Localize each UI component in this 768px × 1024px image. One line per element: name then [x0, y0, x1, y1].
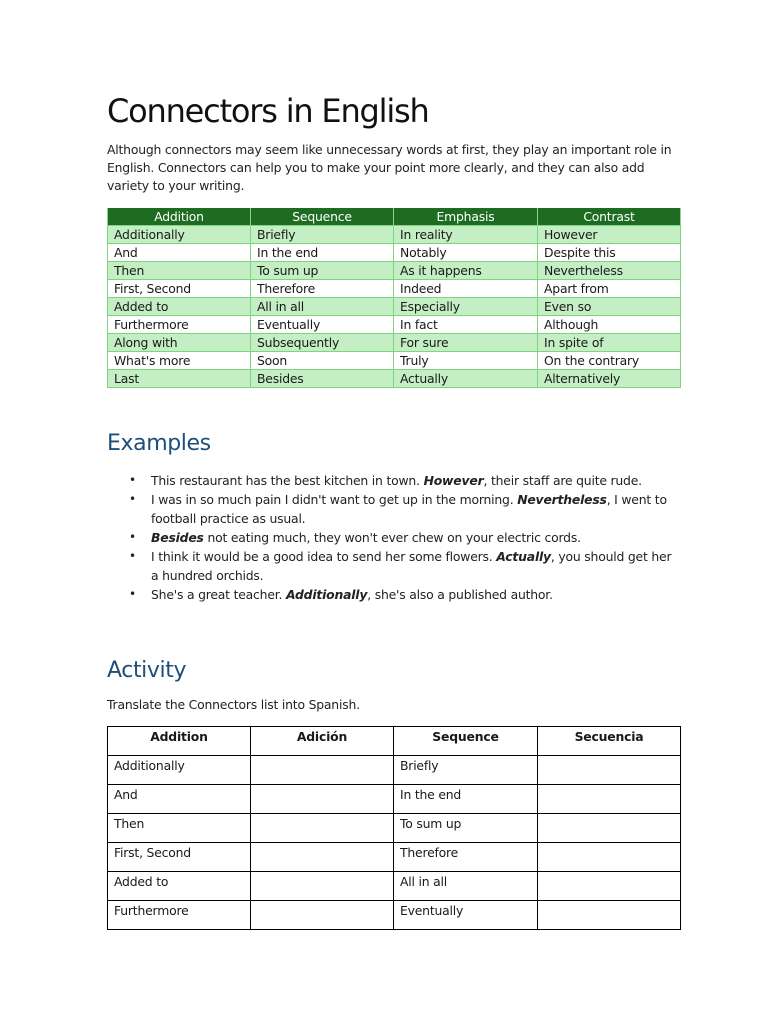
example-text-after: , she's also a published author.: [367, 587, 553, 602]
translation-cell-secuencia[interactable]: [538, 814, 681, 843]
example-text-before: I was in so much pain I didn't want to get up in the morning.: [151, 492, 518, 507]
table-cell-contrast: Nevertheless: [538, 262, 681, 280]
bullet-icon: •: [129, 549, 136, 563]
example-connector: Actually: [496, 549, 551, 564]
table-cell-addition: Furthermore: [108, 316, 251, 334]
column-header-sequence: Sequence: [394, 727, 538, 756]
table-cell-addition: Added to: [108, 298, 251, 316]
example-text-after: , you should get her a hundred orchids.: [151, 549, 672, 583]
table-cell-addition: What's more: [108, 352, 251, 370]
table-cell-addition: Furthermore: [108, 901, 251, 930]
example-text-after: , their staff are quite rude.: [483, 473, 642, 488]
table-cell-addition: First, Second: [108, 280, 251, 298]
list-item: [107, 547, 680, 585]
translation-cell-secuencia[interactable]: [538, 843, 681, 872]
table-row: [108, 901, 681, 930]
table-cell-contrast: Even so: [538, 298, 681, 316]
table-cell-sequence: All in all: [251, 298, 394, 316]
table-row: [108, 244, 681, 262]
table-row: [108, 334, 681, 352]
translation-cell-adicion[interactable]: [251, 785, 394, 814]
translation-cell-adicion[interactable]: [251, 843, 394, 872]
table-row: [108, 872, 681, 901]
table-row: [108, 316, 681, 334]
table-cell-sequence: Briefly: [251, 226, 394, 244]
example-text-before: She's a great teacher.: [151, 587, 286, 602]
table-cell-contrast: However: [538, 226, 681, 244]
table-cell-addition: And: [108, 244, 251, 262]
table-cell-sequence: All in all: [394, 872, 538, 901]
table-cell-addition: Additionally: [108, 226, 251, 244]
examples-heading: Examples: [107, 431, 211, 456]
bullet-icon: •: [129, 492, 136, 506]
table-cell-contrast: Apart from: [538, 280, 681, 298]
table-cell-addition: Last: [108, 370, 251, 388]
column-header-addition: Addition: [108, 727, 251, 756]
table-row: [108, 814, 681, 843]
table-row: [108, 298, 681, 316]
table-cell-sequence: In the end: [394, 785, 538, 814]
table-cell-emphasis: Indeed: [394, 280, 538, 298]
example-connector: However: [423, 473, 484, 488]
bullet-icon: •: [129, 587, 136, 601]
table-cell-emphasis: Notably: [394, 244, 538, 262]
example-text-after: not eating much, they won't ever chew on your electric cords.: [203, 530, 581, 545]
example-connector: Additionally: [285, 587, 368, 602]
example-connector: Nevertheless: [517, 492, 607, 507]
table-cell-sequence: Eventually: [251, 316, 394, 334]
column-header-secuencia: Secuencia: [538, 727, 681, 756]
table-cell-emphasis: For sure: [394, 334, 538, 352]
table-cell-sequence: Soon: [251, 352, 394, 370]
table-cell-addition: Additionally: [108, 756, 251, 785]
example-text-after: , I went to football practice as usual.: [151, 492, 667, 526]
table-row: [108, 280, 681, 298]
table-cell-addition: Then: [108, 262, 251, 280]
activity-table: [107, 726, 681, 930]
table-cell-contrast: Despite this: [538, 244, 681, 262]
column-header-emphasis: Emphasis: [394, 208, 538, 226]
translation-cell-adicion[interactable]: [251, 756, 394, 785]
table-cell-contrast: Although: [538, 316, 681, 334]
table-cell-emphasis: In reality: [394, 226, 538, 244]
table-cell-contrast: In spite of: [538, 334, 681, 352]
table-cell-addition: First, Second: [108, 843, 251, 872]
bullet-icon: •: [129, 473, 136, 487]
table-row: [108, 352, 681, 370]
translation-cell-secuencia[interactable]: [538, 901, 681, 930]
activity-table-body: [108, 756, 681, 930]
translation-cell-secuencia[interactable]: [538, 756, 681, 785]
table-cell-sequence: Besides: [251, 370, 394, 388]
table-cell-sequence: To sum up: [251, 262, 394, 280]
column-header-contrast: Contrast: [538, 208, 681, 226]
column-header-adicion: Adición: [251, 727, 394, 756]
table-row: [108, 226, 681, 244]
table-cell-emphasis: As it happens: [394, 262, 538, 280]
example-text-before: I think it would be a good idea to send her some flowers.: [151, 549, 497, 564]
table-cell-emphasis: In fact: [394, 316, 538, 334]
table-cell-addition: Along with: [108, 334, 251, 352]
table-cell-sequence: Subsequently: [251, 334, 394, 352]
table-cell-addition: Added to: [108, 872, 251, 901]
table-cell-emphasis: Especially: [394, 298, 538, 316]
activity-instruction: Translate the Connectors list into Spanish.: [107, 697, 360, 712]
table-row: [108, 756, 681, 785]
table-row: [108, 843, 681, 872]
table-cell-sequence: Eventually: [394, 901, 538, 930]
list-item: [107, 471, 680, 490]
table-cell-sequence: In the end: [251, 244, 394, 262]
list-item: [107, 528, 680, 547]
connectors-table: [107, 208, 681, 388]
intro-paragraph: Although connectors may seem like unnecessary words at first, they play an important role in English. Connectors can help you to make your point more clearly, and they can also add variety to your writing.: [107, 142, 672, 193]
activity-header-row: [108, 727, 681, 756]
column-header-addition: Addition: [108, 208, 251, 226]
table-cell-sequence: Briefly: [394, 756, 538, 785]
table-cell-addition: And: [108, 785, 251, 814]
translation-cell-secuencia[interactable]: [538, 785, 681, 814]
activity-heading: Activity: [107, 658, 187, 683]
list-item: [107, 585, 680, 604]
connectors-table-body: [108, 226, 681, 388]
table-row: [108, 262, 681, 280]
list-item: [107, 490, 680, 528]
table-row: [108, 370, 681, 388]
translation-cell-adicion[interactable]: [251, 814, 394, 843]
table-cell-sequence: Therefore: [251, 280, 394, 298]
table-row: [108, 785, 681, 814]
bullet-icon: •: [129, 530, 136, 544]
translation-cell-adicion[interactable]: [251, 872, 394, 901]
table-cell-emphasis: Truly: [394, 352, 538, 370]
table-cell-sequence: Therefore: [394, 843, 538, 872]
document-title: Connectors in English: [107, 92, 429, 130]
translation-cell-secuencia[interactable]: [538, 872, 681, 901]
table-cell-addition: Then: [108, 814, 251, 843]
examples-list: [107, 471, 680, 604]
connectors-header-row: [108, 208, 681, 226]
example-connector: Besides: [151, 530, 204, 545]
table-cell-contrast: On the contrary: [538, 352, 681, 370]
table-cell-contrast: Alternatively: [538, 370, 681, 388]
example-text-before: This restaurant has the best kitchen in town.: [151, 473, 424, 488]
translation-cell-adicion[interactable]: [251, 901, 394, 930]
table-cell-sequence: To sum up: [394, 814, 538, 843]
column-header-sequence: Sequence: [251, 208, 394, 226]
table-cell-emphasis: Actually: [394, 370, 538, 388]
